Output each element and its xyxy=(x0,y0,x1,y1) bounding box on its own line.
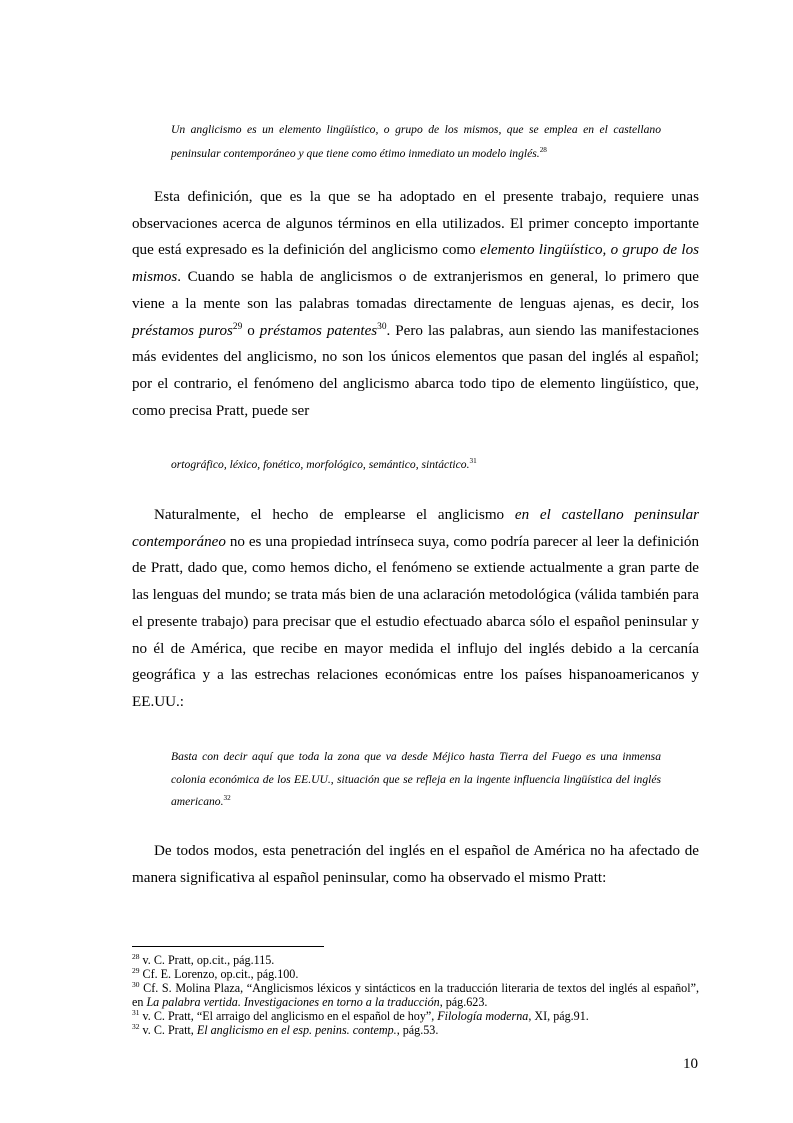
footnote-ref-30[interactable]: 30 xyxy=(377,321,387,332)
paragraph-definition-discussion: Esta definición, que es la que se ha adoptado en el presente trabajo, requiere unas observaciones acerca de algunos términos en ella utilizados. El primer concepto importante que está expresado es la definición del anglicismo como elemento lingüístico, o grupo de los mismos. Cuando se habla de anglicismos o de extranjerismos en general, lo primero que viene a la mente son las palabras tomadas directamente de lenguas ajenas, es decir, los préstamos puros$^{29}$ o préstamos patentes$^{30}$. Pero las palabras, aun siendo las manifestaciones más evidentes del anglicismo, no son los únicos elementos que pasan del inglés al español; por el contrario, el fenómeno del anglicismo abarca todo tipo de elemento lingüístico, que, como precisa Pratt, puede ser xyxy=(132,189,699,419)
footnote-number: 29 xyxy=(132,965,140,975)
footnote-ref-32[interactable]: 32 xyxy=(223,794,231,803)
block-quote-america: Basta con decir aquí que toda la zona que va desde Méjico hasta Tierra del Fuego es una inmensa colonia económica de los EE.UU., situación que se refleja en la ingente influencia lingüística del inglés americano.$^{32}$ xyxy=(171,750,661,808)
footnote-30 xyxy=(132,981,699,1009)
footnote-31 xyxy=(132,1009,699,1023)
footnote-text: v. C. Pratt, “El arraigo del anglicismo en el español de hoy”, xyxy=(142,1009,438,1023)
footnote-text: v. C. Pratt, xyxy=(142,1023,197,1037)
footnote-tail: , pág.53. xyxy=(396,1023,439,1037)
footnote-29 xyxy=(132,967,699,981)
block-quote-types: ortográfico, léxico, fonético, morfológico, semántico, sintáctico.$^{31}$ xyxy=(171,457,477,471)
footnote-tail: , XI, pág.91. xyxy=(528,1009,589,1023)
footnote-number: 28 xyxy=(132,951,140,961)
block-quote-definition: Un anglicismo es un elemento lingüístico, o grupo de los mismos, que se emplea en el castellano peninsular contemporáneo y que tiene como étimo inmediato un modelo inglés.$^{28}$ xyxy=(171,123,661,160)
footnotes-list xyxy=(132,953,699,1037)
footnote-28 xyxy=(132,953,699,967)
footnote-title: La palabra vertida. Investigaciones en torno a la traducción xyxy=(146,995,440,1009)
page-number: 10 xyxy=(683,1056,699,1072)
paragraph-penetration: De todos modos, esta penetración del inglés en el español de América no ha afectado de manera significativa al español peninsular, como ha observado el mismo Pratt: xyxy=(132,843,699,886)
footnote-text: v. C. Pratt, op.cit., pág.115. xyxy=(142,953,275,967)
footnote-title: Filología moderna xyxy=(437,1009,529,1023)
footnote-32 xyxy=(132,1023,699,1037)
footnote-ref-31[interactable]: 31 xyxy=(469,457,477,466)
footnote-text: Cf. S. Molina Plaza, “Anglicismos léxicos y sintácticos en la traducción literaria de textos del inglés al español”, en xyxy=(132,981,699,1009)
footnote-title: El anglicismo en el esp. penins. contemp. xyxy=(196,1023,397,1037)
footnote-number: 30 xyxy=(132,979,140,989)
footnote-number: 32 xyxy=(132,1021,140,1031)
paragraph-peninsular-scope: Naturalmente, el hecho de emplearse el anglicismo en el castellano peninsular contemporáneo no es una propiedad intrínseca suya, como podría parecer al leer la definición de Pratt, dado que, como hemos dicho, el fenómeno se extiende actualmente a gran parte de las lenguas del mundo; se trata más bien de una aclaración metodológica (válida también para el presente trabajo) para precisar que el estudio efectuado abarca sólo el español peninsular y no él de América, que recibe en mayor medida el influjo del inglés debido a la cercanía geográfica y a las estrechas relaciones económicas entre los países hispanoamericanos y EE.UU.: xyxy=(132,507,699,710)
footnote-text: Cf. E. Lorenzo, op.cit., pág.100. xyxy=(142,967,299,981)
footnote-ref-29[interactable]: 29 xyxy=(232,321,243,332)
footnote-separator xyxy=(132,946,324,947)
footnote-ref-28[interactable]: 28 xyxy=(539,146,547,155)
footnote-tail: , pág.623. xyxy=(439,995,488,1009)
footnote-number: 31 xyxy=(132,1007,140,1017)
